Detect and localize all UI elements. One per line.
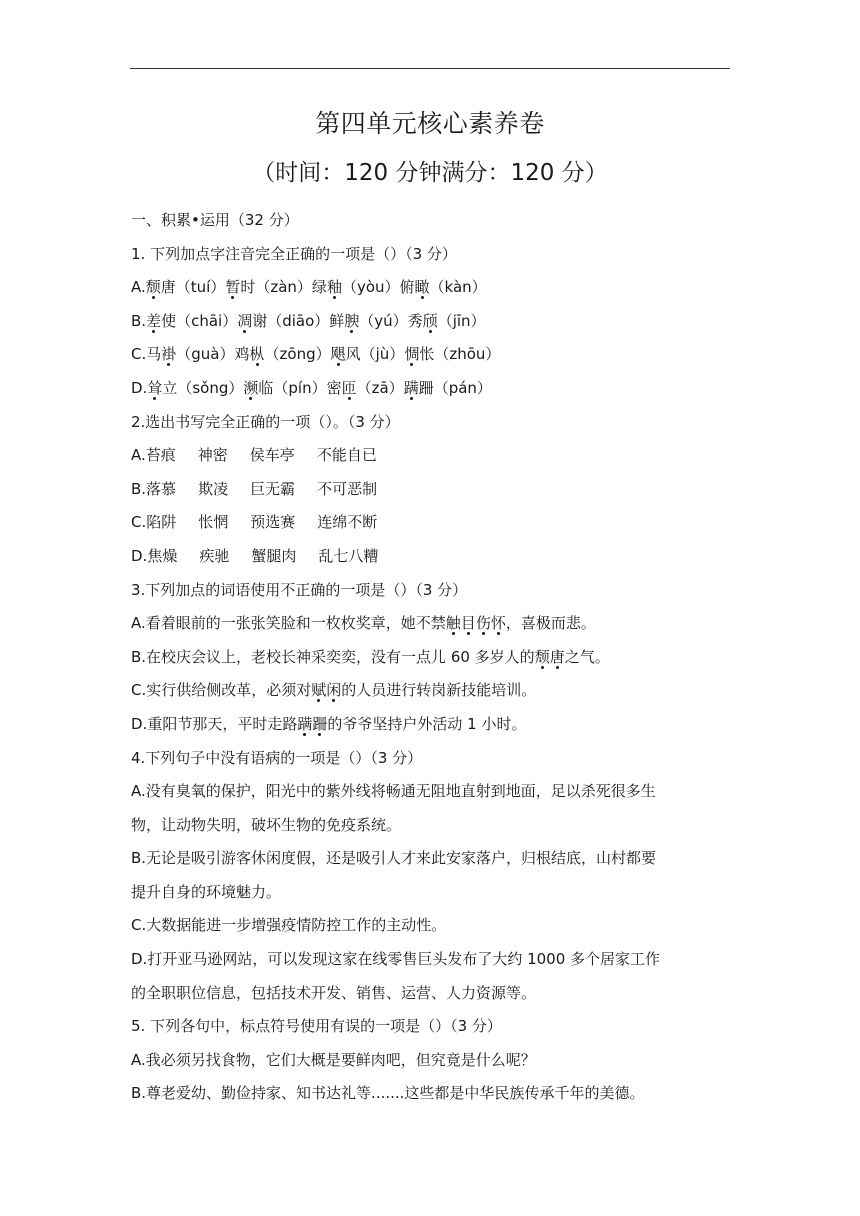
question-4-option-a-line2: 物，让动物失明，破坏生物的免疫系统。 xyxy=(131,815,402,834)
word: B.落慕 xyxy=(131,479,177,498)
word: 欺凌 xyxy=(198,479,229,498)
question-2-option-d xyxy=(131,540,731,574)
option-text: C.实行供给侧改革，必须对 xyxy=(131,681,312,700)
option-text: 的人员进行转岗新技能培训。 xyxy=(341,681,537,700)
word: C.陷阱 xyxy=(131,513,177,532)
dotted-char: 怀 xyxy=(490,614,506,633)
option-text: 时（zàn）绿 xyxy=(240,278,327,297)
question-1-stem: 1. 下列加点字注音完全正确的一项是（）（3 分） xyxy=(131,244,457,263)
dotted-char: 飓 xyxy=(330,345,346,364)
option-text: B.在校庆会议上，老校长神采奕奕，没有一点儿 60 多岁人的 xyxy=(131,647,535,666)
word: D.焦燥 xyxy=(131,546,178,565)
question-1-option-a xyxy=(131,271,731,305)
option-text: （zōng） xyxy=(264,345,331,364)
dotted-char: 颓 xyxy=(145,278,161,297)
question-4-option-b-line2: 提升自身的环境魅力。 xyxy=(131,882,282,901)
option-text: 的爷爷坚持户外活动 1 小时。 xyxy=(327,714,527,733)
option-text: 之气。 xyxy=(564,647,610,666)
option-text: 立（sǒng） xyxy=(162,378,244,397)
dotted-char: 褂 xyxy=(161,345,177,364)
option-text: 唐（tuí） xyxy=(160,278,226,297)
word: 不能自已 xyxy=(316,446,377,465)
word: 连绵不断 xyxy=(317,513,378,532)
option-text: （guà）鸡 xyxy=(176,345,250,364)
dotted-char: 腴 xyxy=(344,311,360,330)
dotted-char: 目 xyxy=(460,614,476,633)
word: A.苔痕 xyxy=(131,446,176,465)
page-title: 第四单元核心素养卷 xyxy=(315,109,545,138)
dotted-word xyxy=(311,681,341,699)
dotted-char: 唐 xyxy=(549,647,565,666)
dotted-char: 差 xyxy=(146,311,162,330)
question-5-option-a: A.我必须另找食物，它们大概是要鲜肉吧，但究竟是什么呢？ xyxy=(131,1050,536,1069)
page-subtitle: （时间：120 分钟满分：120 分） xyxy=(252,160,608,186)
option-text: 风（jù） xyxy=(345,345,405,364)
dotted-char: 暂 xyxy=(225,278,241,297)
word: 预选赛 xyxy=(250,513,296,532)
word: 不可恶制 xyxy=(317,479,378,498)
option-text: （yú）秀 xyxy=(359,311,423,330)
question-4-stem: 4.下列句子中没有语病的一项是（）（3 分） xyxy=(131,748,423,767)
word: 怅惘 xyxy=(198,513,229,532)
dotted-word xyxy=(535,648,565,666)
question-4-option-c: C.大数据能进一步增强疫情防控工作的主动性。 xyxy=(131,916,447,935)
question-2-option-b xyxy=(131,473,731,507)
dotted-char: 闲 xyxy=(326,681,342,700)
dotted-char: 凋 xyxy=(237,311,253,330)
word: 蟹腿肉 xyxy=(251,546,297,565)
dotted-char: 颀 xyxy=(422,311,438,330)
dotted-char: 瞰 xyxy=(414,278,430,297)
question-2-option-c xyxy=(131,506,731,540)
question-1-option-c xyxy=(131,338,731,372)
exam-body xyxy=(131,204,731,1111)
question-3-option-d xyxy=(131,708,731,742)
dotted-char: 蹒 xyxy=(403,378,419,397)
option-text: 使（chāi） xyxy=(161,311,238,330)
question-4-option-d-line2: 的全职职位信息，包括技术开发、销售、运营、人力资源等。 xyxy=(131,983,537,1002)
section-heading: 一、积累•运用（32 分） xyxy=(131,211,299,229)
option-text: （zā） xyxy=(356,378,404,397)
option-text: B. xyxy=(131,311,147,330)
question-4-option-d-line1: D.打开亚马逊网站，可以发现这家在线零售巨头发布了大约 1000 多个居家工作 xyxy=(131,950,661,969)
dotted-char: 蹒 xyxy=(297,714,313,733)
dotted-char: 伤 xyxy=(475,614,491,633)
dotted-word xyxy=(297,715,327,733)
question-3-option-c xyxy=(131,674,731,708)
option-text: A. xyxy=(131,278,146,297)
question-1-option-b xyxy=(131,305,731,339)
question-2-option-a xyxy=(131,439,731,473)
word: 疾驰 xyxy=(199,546,230,565)
dotted-char: 釉 xyxy=(326,278,342,297)
option-text: （jīn） xyxy=(437,311,486,330)
option-text: C.马 xyxy=(131,345,162,364)
dotted-char: 耸 xyxy=(147,378,163,397)
option-text: （yòu）俯 xyxy=(341,278,415,297)
word: 巨无霸 xyxy=(250,479,296,498)
dotted-word xyxy=(446,614,506,632)
option-text: 临（pín）密 xyxy=(258,378,342,397)
option-text: 怅（zhōu） xyxy=(419,345,501,364)
question-1-option-d xyxy=(131,372,731,406)
question-3-stem: 3.下列加点的词语使用不正确的一项是（）（3 分） xyxy=(131,580,468,599)
dotted-char: 惆 xyxy=(404,345,420,364)
word: 乱七八糟 xyxy=(318,546,379,565)
option-text: ，喜极而悲。 xyxy=(505,614,596,633)
option-text: 跚（pán） xyxy=(418,378,492,397)
question-2-stem: 2.选出书写完全正确的一项（）。（3 分） xyxy=(131,412,400,431)
option-text: D. xyxy=(131,378,148,397)
header-rule xyxy=(130,68,730,69)
question-4-option-a-line1: A.没有臭氧的保护，阳光中的紫外线将畅通无阻地直射到地面，足以杀死很多生 xyxy=(131,782,656,801)
dotted-char: 枞 xyxy=(249,345,265,364)
dotted-char: 触 xyxy=(445,614,461,633)
dotted-char: 濒 xyxy=(243,378,259,397)
question-3-option-b xyxy=(131,641,731,675)
question-5-option-b: B.尊老爱幼、勤俭持家、知书达礼等.......这些都是中华民族传承千年的美德。 xyxy=(131,1084,645,1103)
option-text: （kàn） xyxy=(429,278,487,297)
option-text: 谢（diāo）鲜 xyxy=(252,311,345,330)
question-5-stem: 5. 下列各句中，标点符号使用有误的一项是（）（3 分） xyxy=(131,1017,502,1036)
question-3-option-a xyxy=(131,607,731,641)
dotted-char: 跚 xyxy=(312,714,328,733)
option-text: D.重阳节那天，平时走路 xyxy=(131,714,298,733)
question-4-option-b-line1: B.无论是吸引游客休闲度假，还是吸引人才来此安家落户，归根结底，山村都要 xyxy=(131,849,657,868)
dotted-char: 赋 xyxy=(311,681,327,700)
dotted-char: 颓 xyxy=(534,647,550,666)
dotted-char: 匝 xyxy=(341,378,357,397)
word: 神密 xyxy=(197,446,228,465)
option-text: A.看着眼前的一张张笑脸和一枚枚奖章，她不禁 xyxy=(131,614,446,633)
word: 侯车亭 xyxy=(249,446,295,465)
